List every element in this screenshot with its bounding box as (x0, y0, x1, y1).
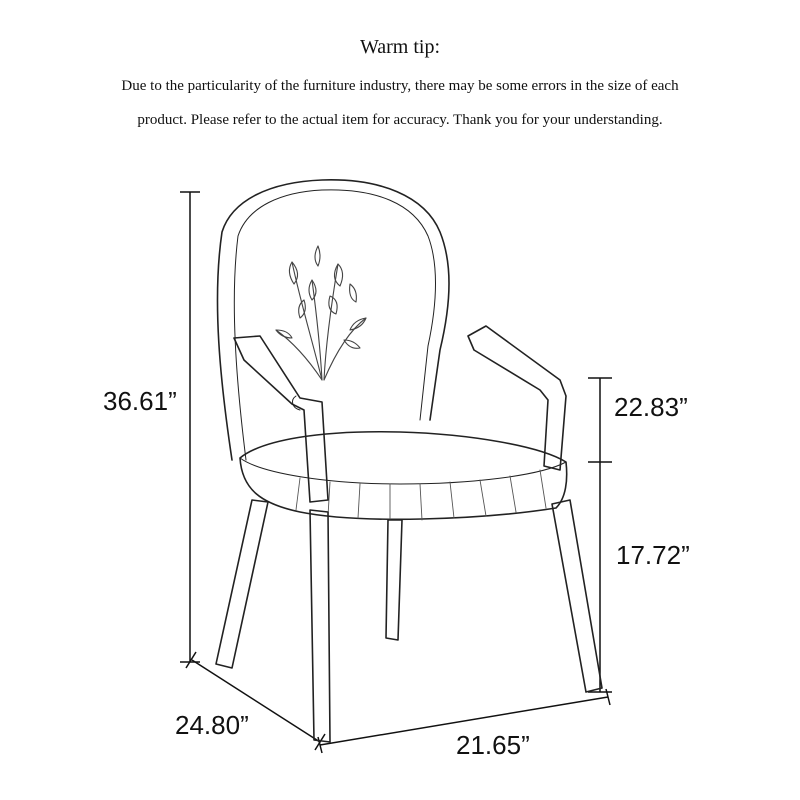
depth-label: 24.80” (175, 710, 249, 740)
plant-decoration-icon (276, 246, 366, 380)
seat-height-label: 17.72” (616, 540, 690, 570)
front-right-leg (552, 500, 602, 692)
arm-height-label: 22.83” (614, 392, 688, 422)
width-label: 21.65” (456, 730, 530, 760)
back-leg (386, 520, 402, 640)
height-label: 36.61” (103, 386, 177, 416)
warm-tip-title: Warm tip: (359, 36, 441, 58)
backrest-outline (217, 180, 449, 460)
front-center-leg (310, 510, 330, 742)
right-armrest (468, 326, 566, 470)
chair-illustration (216, 180, 602, 742)
left-armrest (234, 336, 328, 502)
warm-tip-line-1: Due to the particularity of the furniture industry, there may be some errors in the size of each (121, 78, 679, 94)
front-left-leg (216, 500, 268, 668)
warm-tip-line-2: product. Please refer to the actual item for accuracy. Thank you for your understanding. (137, 112, 663, 128)
dimension-lines (180, 192, 612, 753)
